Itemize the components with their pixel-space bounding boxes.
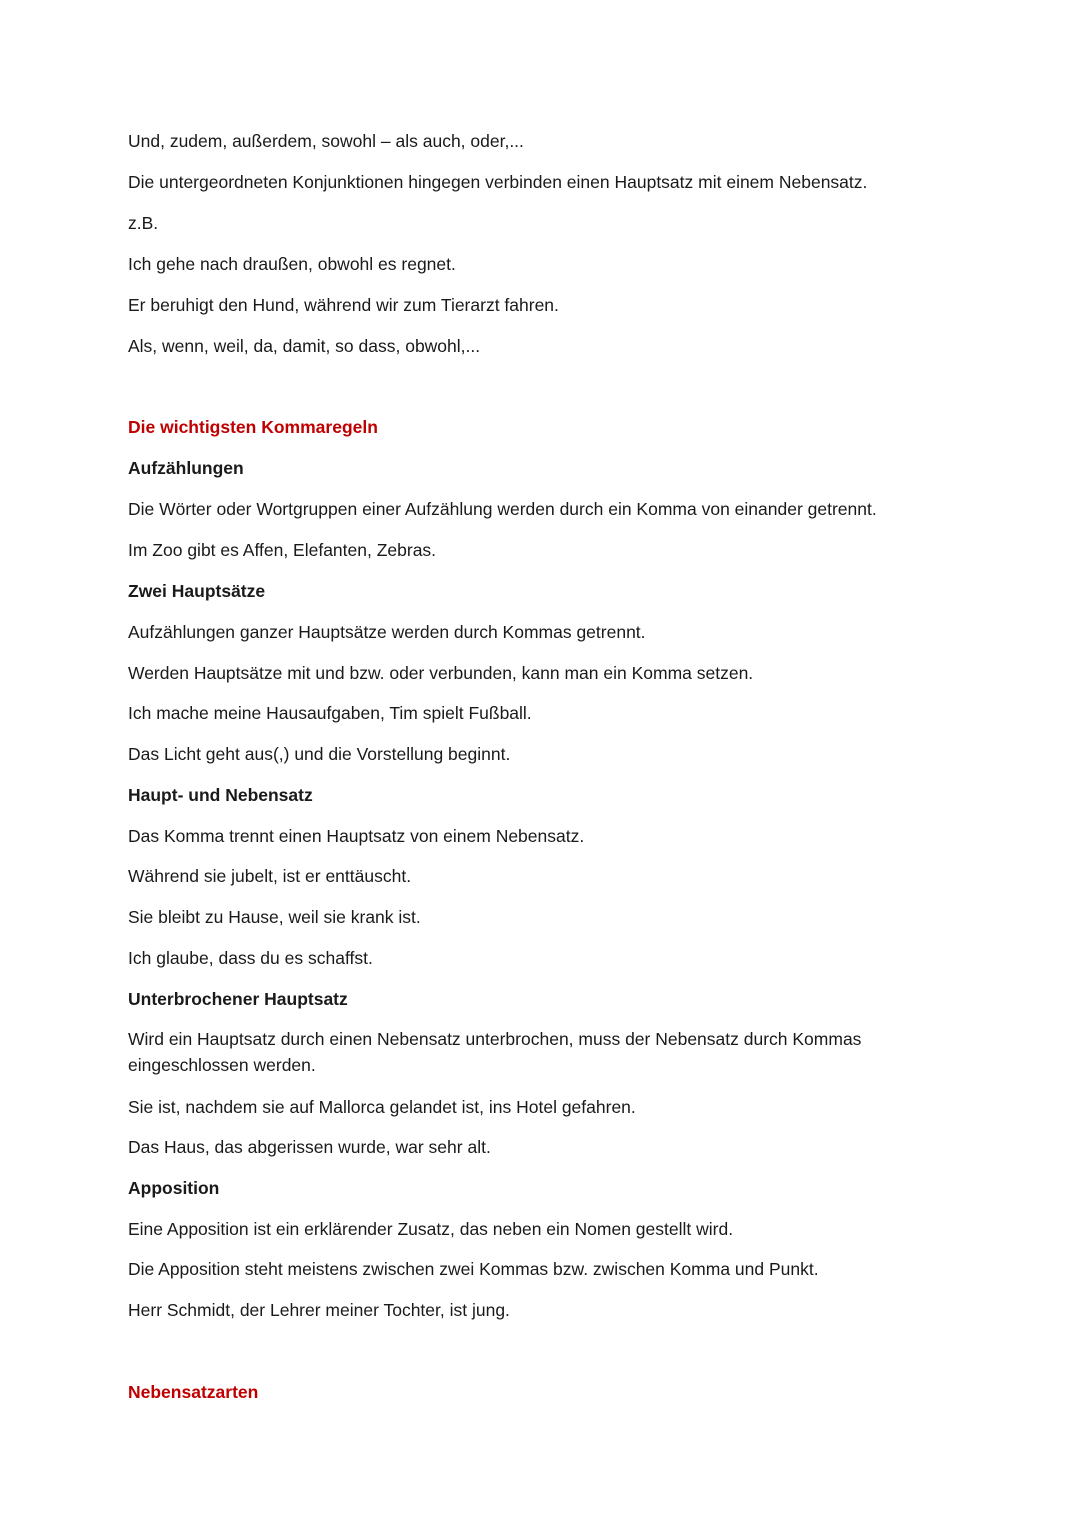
subheading-main-and-subordinate: Haupt- und Nebensatz [128,785,313,805]
subordinate-conjunction-definition: Die untergeordneten Konjunktionen hingegen verbinden einen Hauptsatz mit einem Nebensatz. [128,172,868,192]
example-sentence: Das Licht geht aus(,) und die Vorstellung beginnt. [128,744,511,764]
subheading-interrupted-main-clause: Unterbrochener Hauptsatz [128,989,348,1009]
section-heading-comma-rules: Die wichtigsten Kommaregeln [128,417,378,437]
subheading-enumeration: Aufzählungen [128,458,244,478]
example-label: z.B. [128,213,159,233]
example-sentence: Das Haus, das abgerissen wurde, war sehr alt. [128,1137,491,1157]
rule-text: Werden Hauptsätze mit und bzw. oder verbunden, kann man ein Komma setzen. [128,663,754,683]
subheading-apposition: Apposition [128,1178,220,1198]
rule-text: Die Apposition steht meistens zwischen zwei Kommas bzw. zwischen Komma und Punkt. [128,1259,819,1279]
rule-text: Eine Apposition ist ein erklärender Zusatz, das neben ein Nomen gestellt wird. [128,1219,734,1239]
rule-text: Aufzählungen ganzer Hauptsätze werden durch Kommas getrennt. [128,622,646,642]
example-sentence: Im Zoo gibt es Affen, Elefanten, Zebras. [128,540,437,560]
example-sentence: Sie bleibt zu Hause, weil sie krank ist. [128,907,421,927]
coordinating-conjunction-examples: Und, zudem, außerdem, sowohl – als auch, oder,... [128,131,524,151]
example-sentence: Ich mache meine Hausaufgaben, Tim spielt Fußball. [128,703,532,723]
example-sentence: Während sie jubelt, ist er enttäuscht. [128,866,412,886]
example-sentence: Herr Schmidt, der Lehrer meiner Tochter, ist jung. [128,1300,510,1320]
example-sentence: Er beruhigt den Hund, während wir zum Tierarzt fahren. [128,295,559,315]
rule-text: Wird ein Hauptsatz durch einen Nebensatz unterbrochen, muss der Nebensatz durch Kommas eingeschlossen werden. [128,1029,862,1075]
example-sentence: Ich gehe nach draußen, obwohl es regnet. [128,254,456,274]
example-sentence: Ich glaube, dass du es schaffst. [128,948,373,968]
rule-text: Die Wörter oder Wortgruppen einer Aufzählung werden durch ein Komma von einander getrennt. [128,499,877,519]
example-sentence: Sie ist, nachdem sie auf Mallorca gelandet ist, ins Hotel gefahren. [128,1097,636,1117]
section-heading-subordinate-clause-types: Nebensatzarten [128,1382,259,1402]
subheading-two-main-clauses: Zwei Hauptsätze [128,581,266,601]
rule-text: Das Komma trennt einen Hauptsatz von einem Nebensatz. [128,826,585,846]
subordinate-conjunction-examples: Als, wenn, weil, da, damit, so dass, obwohl,... [128,336,481,356]
